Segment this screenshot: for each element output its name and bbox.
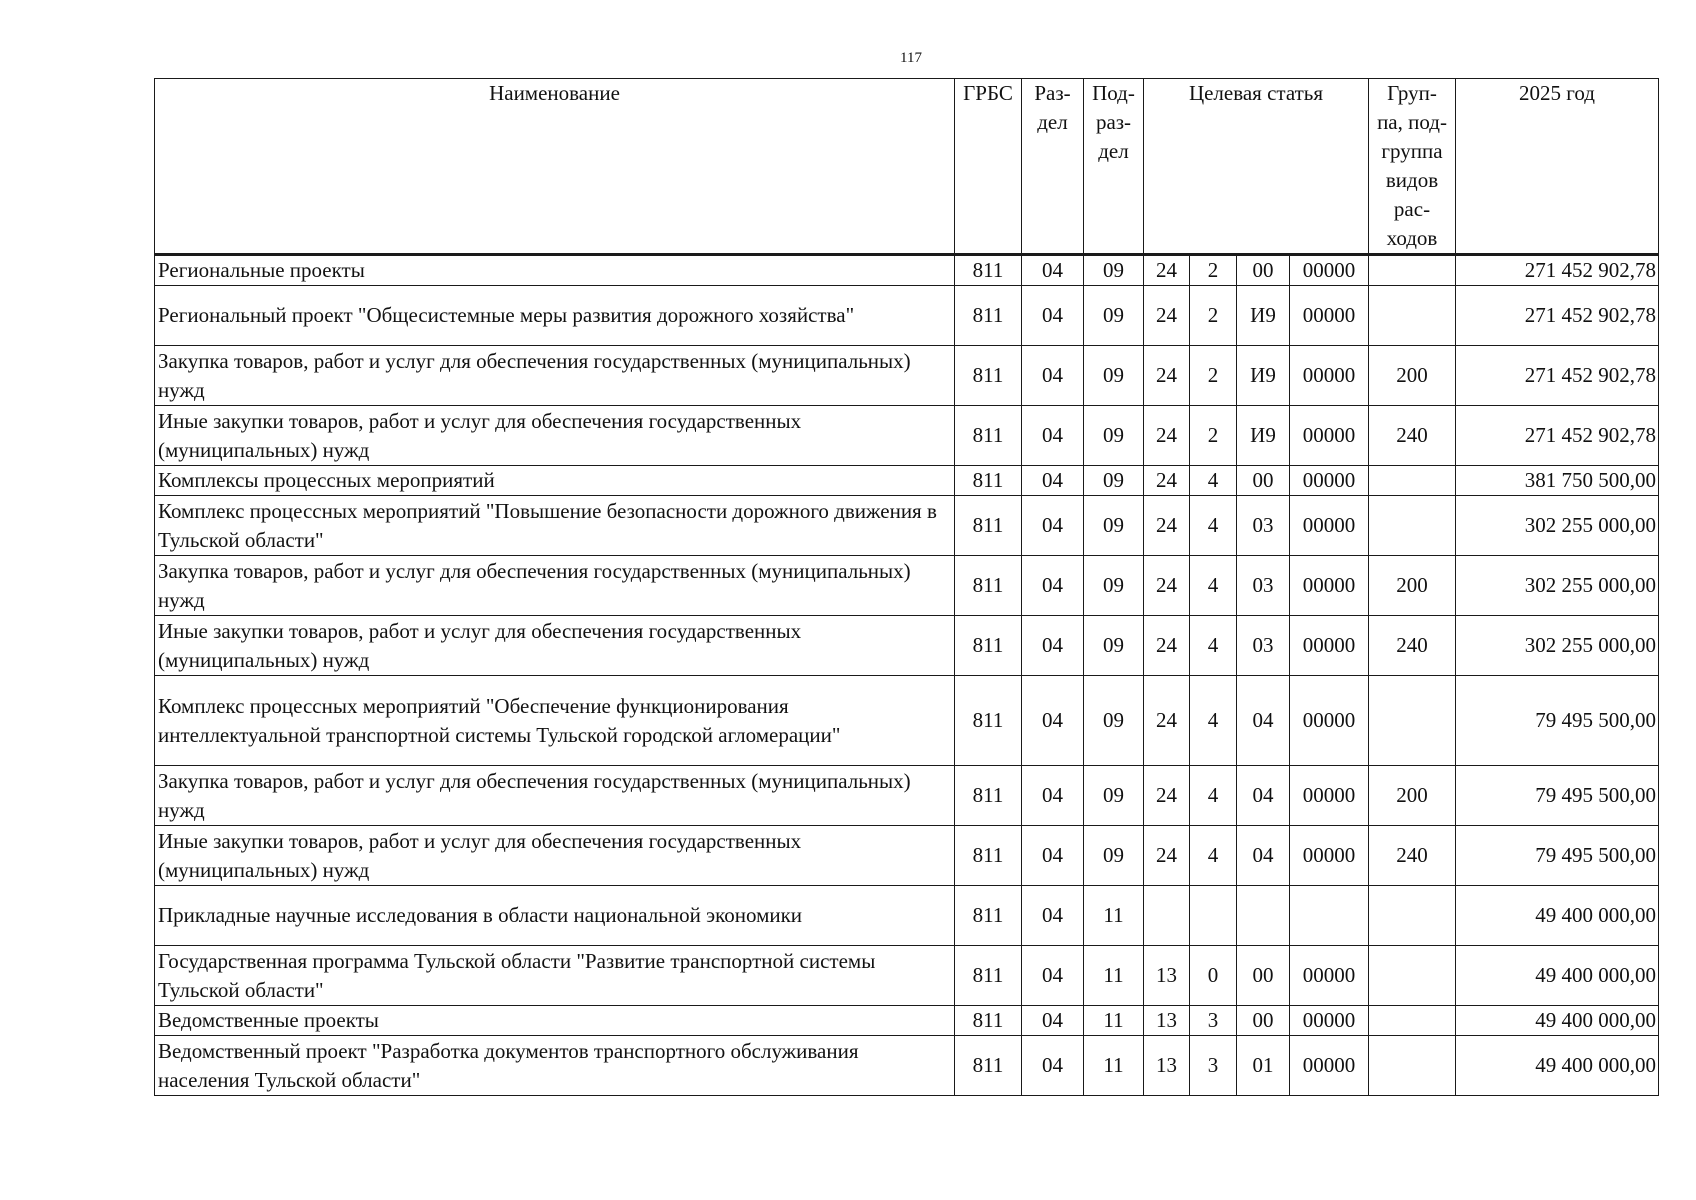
cell-target-direction: 00000 <box>1290 346 1369 406</box>
cell-amount: 49 400 000,00 <box>1456 1006 1659 1036</box>
cell-target-structure: 04 <box>1237 826 1290 886</box>
cell-target-program: 24 <box>1144 826 1190 886</box>
cell-target-type: 0 <box>1190 946 1237 1006</box>
cell-amount: 49 400 000,00 <box>1456 946 1659 1006</box>
cell-razdel: 04 <box>1022 826 1084 886</box>
header-podrazdel: Под- раз- дел <box>1084 79 1144 255</box>
cell-amount: 49 400 000,00 <box>1456 1036 1659 1096</box>
cell-grbs: 811 <box>955 406 1022 466</box>
cell-target-direction: 00000 <box>1290 1006 1369 1036</box>
cell-amount: 79 495 500,00 <box>1456 826 1659 886</box>
cell-vid-rashodov: 200 <box>1369 766 1456 826</box>
cell-grbs: 811 <box>955 556 1022 616</box>
cell-target-type: 4 <box>1190 826 1237 886</box>
cell-name: Региональный проект "Общесистемные меры развития дорожного хозяйства" <box>155 286 955 346</box>
table-header-row <box>155 79 1659 255</box>
cell-target-program: 13 <box>1144 1006 1190 1036</box>
cell-vid-rashodov <box>1369 1036 1456 1096</box>
cell-vid-rashodov <box>1369 946 1456 1006</box>
cell-podrazdel: 11 <box>1084 886 1144 946</box>
cell-razdel: 04 <box>1022 496 1084 556</box>
cell-razdel: 04 <box>1022 255 1084 286</box>
cell-name: Комплексы процессных мероприятий <box>155 466 955 496</box>
cell-vid-rashodov: 240 <box>1369 826 1456 886</box>
cell-podrazdel: 09 <box>1084 616 1144 676</box>
cell-target-structure: 03 <box>1237 496 1290 556</box>
cell-target-direction: 00000 <box>1290 556 1369 616</box>
cell-name: Региональные проекты <box>155 255 955 286</box>
cell-target-direction: 00000 <box>1290 406 1369 466</box>
cell-target-direction: 00000 <box>1290 826 1369 886</box>
cell-vid-rashodov: 240 <box>1369 616 1456 676</box>
cell-vid-rashodov <box>1369 676 1456 766</box>
cell-podrazdel: 09 <box>1084 255 1144 286</box>
cell-podrazdel: 09 <box>1084 346 1144 406</box>
cell-target-direction: 00000 <box>1290 496 1369 556</box>
cell-target-program: 24 <box>1144 286 1190 346</box>
cell-target-program: 24 <box>1144 766 1190 826</box>
cell-target-program <box>1144 886 1190 946</box>
table-row <box>155 556 1659 616</box>
cell-target-type: 2 <box>1190 346 1237 406</box>
cell-grbs: 811 <box>955 1036 1022 1096</box>
cell-target-program: 24 <box>1144 346 1190 406</box>
cell-target-type: 4 <box>1190 676 1237 766</box>
header-year: 2025 год <box>1456 79 1659 255</box>
cell-grbs: 811 <box>955 286 1022 346</box>
cell-podrazdel: 11 <box>1084 1006 1144 1036</box>
cell-podrazdel: 09 <box>1084 496 1144 556</box>
cell-amount: 271 452 902,78 <box>1456 406 1659 466</box>
cell-vid-rashodov <box>1369 255 1456 286</box>
cell-razdel: 04 <box>1022 946 1084 1006</box>
cell-target-type <box>1190 886 1237 946</box>
header-vid-rashodov: Груп- па, под- группа видов рас- ходов <box>1369 79 1456 255</box>
cell-target-direction: 00000 <box>1290 616 1369 676</box>
header-target-article: Целевая статья <box>1144 79 1369 255</box>
cell-target-program: 24 <box>1144 255 1190 286</box>
cell-grbs: 811 <box>955 466 1022 496</box>
cell-razdel: 04 <box>1022 886 1084 946</box>
cell-grbs: 811 <box>955 346 1022 406</box>
cell-vid-rashodov: 200 <box>1369 556 1456 616</box>
cell-target-program: 13 <box>1144 1036 1190 1096</box>
cell-razdel: 04 <box>1022 556 1084 616</box>
cell-name: Прикладные научные исследования в области национальной экономики <box>155 886 955 946</box>
cell-target-type: 4 <box>1190 466 1237 496</box>
cell-razdel: 04 <box>1022 466 1084 496</box>
header-grbs: ГРБС <box>955 79 1022 255</box>
cell-razdel: 04 <box>1022 1036 1084 1096</box>
cell-amount: 271 452 902,78 <box>1456 255 1659 286</box>
table-row <box>155 255 1659 286</box>
cell-name: Государственная программа Тульской области "Развитие транспортной системы Тульской области" <box>155 946 955 1006</box>
cell-name: Закупка товаров, работ и услуг для обеспечения государственных (муниципальных) нужд <box>155 346 955 406</box>
cell-vid-rashodov <box>1369 886 1456 946</box>
table-row <box>155 286 1659 346</box>
cell-target-structure: 00 <box>1237 255 1290 286</box>
cell-name: Иные закупки товаров, работ и услуг для обеспечения государственных (муниципальных) нужд <box>155 406 955 466</box>
cell-vid-rashodov <box>1369 496 1456 556</box>
cell-razdel: 04 <box>1022 616 1084 676</box>
cell-amount: 381 750 500,00 <box>1456 466 1659 496</box>
cell-amount: 79 495 500,00 <box>1456 676 1659 766</box>
cell-target-structure: 04 <box>1237 766 1290 826</box>
cell-amount: 302 255 000,00 <box>1456 556 1659 616</box>
table-row <box>155 676 1659 766</box>
cell-target-type: 4 <box>1190 616 1237 676</box>
cell-grbs: 811 <box>955 886 1022 946</box>
cell-name: Комплекс процессных мероприятий "Обеспечение функционирования интеллектуальной транспортной системы Тульской городской агломерации" <box>155 676 955 766</box>
cell-target-type: 2 <box>1190 286 1237 346</box>
table-row <box>155 616 1659 676</box>
cell-vid-rashodov: 240 <box>1369 406 1456 466</box>
cell-target-program: 24 <box>1144 406 1190 466</box>
cell-target-structure <box>1237 886 1290 946</box>
page-number: 117 <box>900 50 922 66</box>
cell-razdel: 04 <box>1022 346 1084 406</box>
cell-amount: 79 495 500,00 <box>1456 766 1659 826</box>
table-row <box>155 466 1659 496</box>
budget-table <box>154 78 1659 1096</box>
cell-razdel: 04 <box>1022 286 1084 346</box>
cell-target-direction: 00000 <box>1290 946 1369 1006</box>
cell-podrazdel: 09 <box>1084 766 1144 826</box>
cell-target-direction <box>1290 886 1369 946</box>
cell-target-direction: 00000 <box>1290 1036 1369 1096</box>
cell-podrazdel: 11 <box>1084 1036 1144 1096</box>
table-row <box>155 946 1659 1006</box>
table-row <box>155 346 1659 406</box>
cell-target-structure: 00 <box>1237 466 1290 496</box>
cell-target-type: 4 <box>1190 496 1237 556</box>
cell-podrazdel: 09 <box>1084 556 1144 616</box>
cell-name: Комплекс процессных мероприятий "Повышение безопасности дорожного движения в Тульской области" <box>155 496 955 556</box>
cell-target-program: 24 <box>1144 556 1190 616</box>
cell-target-structure: 00 <box>1237 1006 1290 1036</box>
cell-target-direction: 00000 <box>1290 466 1369 496</box>
cell-podrazdel: 09 <box>1084 406 1144 466</box>
cell-grbs: 811 <box>955 766 1022 826</box>
table-row <box>155 1006 1659 1036</box>
cell-target-structure: 04 <box>1237 676 1290 766</box>
cell-target-type: 4 <box>1190 766 1237 826</box>
cell-target-type: 2 <box>1190 255 1237 286</box>
cell-name: Иные закупки товаров, работ и услуг для обеспечения государственных (муниципальных) нужд <box>155 826 955 886</box>
table-row <box>155 496 1659 556</box>
cell-podrazdel: 09 <box>1084 286 1144 346</box>
cell-amount: 271 452 902,78 <box>1456 286 1659 346</box>
cell-vid-rashodov <box>1369 1006 1456 1036</box>
cell-target-type: 3 <box>1190 1036 1237 1096</box>
cell-razdel: 04 <box>1022 1006 1084 1036</box>
cell-amount: 49 400 000,00 <box>1456 886 1659 946</box>
cell-target-direction: 00000 <box>1290 286 1369 346</box>
cell-target-program: 24 <box>1144 496 1190 556</box>
cell-grbs: 811 <box>955 616 1022 676</box>
cell-target-structure: И9 <box>1237 286 1290 346</box>
cell-target-type: 2 <box>1190 406 1237 466</box>
cell-name: Ведомственный проект "Разработка документов транспортного обслуживания населения Тульской области" <box>155 1036 955 1096</box>
cell-target-structure: 03 <box>1237 616 1290 676</box>
cell-podrazdel: 09 <box>1084 466 1144 496</box>
cell-grbs: 811 <box>955 1006 1022 1036</box>
cell-grbs: 811 <box>955 946 1022 1006</box>
cell-target-program: 24 <box>1144 676 1190 766</box>
cell-target-program: 24 <box>1144 616 1190 676</box>
cell-podrazdel: 09 <box>1084 826 1144 886</box>
cell-target-structure: И9 <box>1237 346 1290 406</box>
cell-target-structure: 03 <box>1237 556 1290 616</box>
cell-podrazdel: 09 <box>1084 676 1144 766</box>
cell-vid-rashodov <box>1369 466 1456 496</box>
cell-grbs: 811 <box>955 826 1022 886</box>
cell-target-structure: 01 <box>1237 1036 1290 1096</box>
table-row <box>155 1036 1659 1096</box>
cell-razdel: 04 <box>1022 406 1084 466</box>
cell-amount: 302 255 000,00 <box>1456 616 1659 676</box>
cell-razdel: 04 <box>1022 676 1084 766</box>
cell-target-direction: 00000 <box>1290 255 1369 286</box>
cell-name: Ведомственные проекты <box>155 1006 955 1036</box>
table-row <box>155 766 1659 826</box>
cell-grbs: 811 <box>955 496 1022 556</box>
cell-target-direction: 00000 <box>1290 676 1369 766</box>
cell-name: Закупка товаров, работ и услуг для обеспечения государственных (муниципальных) нужд <box>155 556 955 616</box>
cell-grbs: 811 <box>955 676 1022 766</box>
cell-name: Иные закупки товаров, работ и услуг для обеспечения государственных (муниципальных) нужд <box>155 616 955 676</box>
cell-vid-rashodov: 200 <box>1369 346 1456 406</box>
cell-target-structure: 00 <box>1237 946 1290 1006</box>
cell-amount: 302 255 000,00 <box>1456 496 1659 556</box>
table-row <box>155 406 1659 466</box>
cell-grbs: 811 <box>955 255 1022 286</box>
cell-vid-rashodov <box>1369 286 1456 346</box>
cell-razdel: 04 <box>1022 766 1084 826</box>
cell-target-program: 24 <box>1144 466 1190 496</box>
cell-podrazdel: 11 <box>1084 946 1144 1006</box>
header-name: Наименование <box>155 79 955 255</box>
table-row <box>155 886 1659 946</box>
cell-target-type: 4 <box>1190 556 1237 616</box>
cell-amount: 271 452 902,78 <box>1456 346 1659 406</box>
table-row <box>155 826 1659 886</box>
cell-target-direction: 00000 <box>1290 766 1369 826</box>
cell-target-program: 13 <box>1144 946 1190 1006</box>
cell-name: Закупка товаров, работ и услуг для обеспечения государственных (муниципальных) нужд <box>155 766 955 826</box>
header-razdel: Раз- дел <box>1022 79 1084 255</box>
cell-target-type: 3 <box>1190 1006 1237 1036</box>
cell-target-structure: И9 <box>1237 406 1290 466</box>
